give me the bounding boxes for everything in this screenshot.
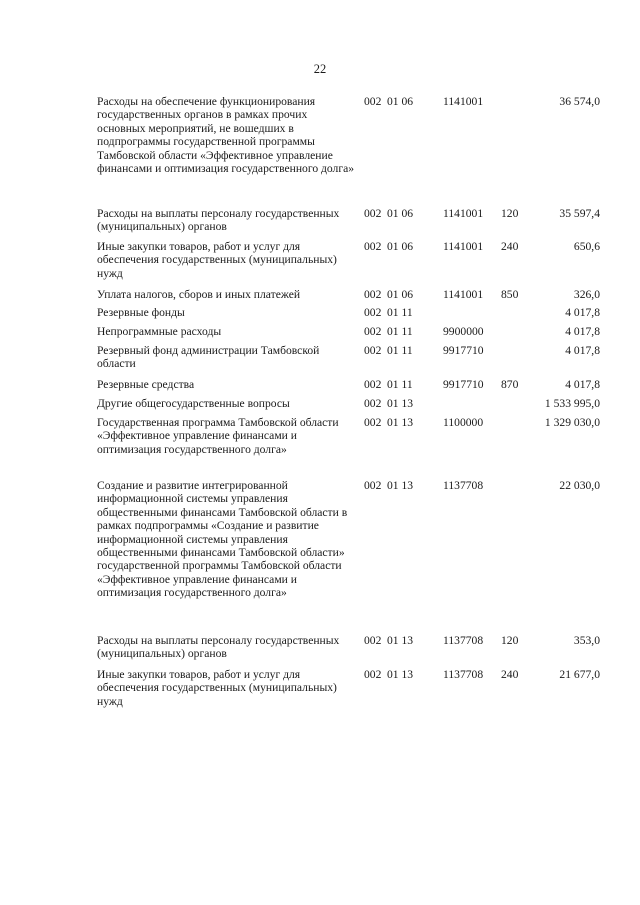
row-target-item: 9917710 (443, 344, 484, 357)
table-row (0, 479, 640, 634)
row-target-item: 1141001 (443, 95, 484, 108)
row-ved: 002 (364, 288, 382, 301)
table-row (0, 306, 640, 325)
row-expense-type: 120 (501, 634, 519, 647)
row-target-item: 1100000 (443, 416, 484, 429)
row-name: Государственная программа Тамбовской области «Эффективное управление финансами и оптимизация государственного долга» (97, 416, 339, 456)
row-section: 01 11 (387, 344, 413, 357)
row-ved: 002 (364, 240, 382, 253)
row-ved: 002 (364, 634, 382, 647)
row-target-item: 1141001 (443, 288, 484, 301)
table-row (0, 240, 640, 288)
row-sum: 4 017,8 (565, 378, 600, 391)
row-ved: 002 (364, 479, 382, 492)
row-sum: 4 017,8 (565, 325, 600, 338)
row-target-item: 9900000 (443, 325, 484, 338)
row-name: Иные закупки товаров, работ и услуг для обеспечения государственных (муниципальных) нужд (97, 240, 337, 280)
row-sum: 326,0 (573, 288, 600, 301)
row-expense-type: 240 (501, 240, 519, 253)
row-name: Резервный фонд администрации Тамбовской области (97, 344, 320, 371)
row-expense-type: 240 (501, 668, 519, 681)
row-ved: 002 (364, 95, 382, 108)
row-section: 01 11 (387, 306, 413, 319)
row-section: 01 11 (387, 325, 413, 338)
row-section: 01 13 (387, 668, 414, 681)
row-name: Расходы на выплаты персоналу государственных (муниципальных) органов (97, 634, 340, 661)
row-section: 01 06 (387, 240, 414, 253)
row-sum: 1 533 995,0 (544, 397, 600, 410)
table-row (0, 634, 640, 668)
budget-table (0, 95, 640, 716)
row-section: 01 11 (387, 378, 413, 391)
row-name: Резервные фонды (97, 306, 185, 319)
row-ved: 002 (364, 344, 382, 357)
row-sum: 4 017,8 (565, 306, 600, 319)
row-section: 01 06 (387, 95, 414, 108)
table-row (0, 668, 640, 716)
table-row (0, 207, 640, 240)
row-section: 01 13 (387, 397, 414, 410)
row-target-item: 1137708 (443, 668, 484, 681)
table-row (0, 288, 640, 306)
row-name: Уплата налогов, сборов и иных платежей (97, 288, 301, 301)
row-name: Другие общегосударственные вопросы (97, 397, 290, 410)
row-name: Расходы на обеспечение функционирования государственных органов в рамках прочих основных мероприятий, не вошедших в подпрограммы государственной программы Тамбовской области «Эффективное управление финансами и оптимизация государственного долга» (97, 95, 355, 176)
row-ved: 002 (364, 397, 382, 410)
row-section: 01 06 (387, 288, 414, 301)
row-target-item: 9917710 (443, 378, 484, 391)
row-name: Создание и развитие интегрированной информационной системы управления общественными финансами Тамбовской области в рамках подпрограммы «Создание и развитие информационной системы управления общественными финансами Тамбовской области» государственной программы Тамбовской области «Эффективное управление финансами и оптимизация государственного долга» (97, 479, 348, 600)
row-section: 01 13 (387, 479, 414, 492)
row-expense-type: 120 (501, 207, 519, 220)
row-ved: 002 (364, 325, 382, 338)
row-ved: 002 (364, 668, 382, 681)
table-row (0, 378, 640, 397)
row-ved: 002 (364, 378, 382, 391)
row-target-item: 1137708 (443, 479, 484, 492)
row-ved: 002 (364, 207, 382, 220)
row-name: Иные закупки товаров, работ и услуг для обеспечения государственных (муниципальных) нужд (97, 668, 337, 708)
table-row (0, 416, 640, 479)
row-ved: 002 (364, 416, 382, 429)
row-section: 01 06 (387, 207, 414, 220)
page-number: 22 (313, 62, 327, 76)
row-expense-type: 850 (501, 288, 519, 301)
row-expense-type: 870 (501, 378, 519, 391)
row-name: Расходы на выплаты персоналу государственных (муниципальных) органов (97, 207, 340, 234)
row-section: 01 13 (387, 416, 414, 429)
row-section: 01 13 (387, 634, 414, 647)
row-sum: 36 574,0 (559, 95, 600, 108)
table-row (0, 95, 640, 207)
row-name: Непрограммные расходы (97, 325, 222, 338)
table-row (0, 344, 640, 378)
row-sum: 650,6 (573, 240, 600, 253)
row-target-item: 1141001 (443, 207, 484, 220)
row-target-item: 1137708 (443, 634, 484, 647)
row-target-item: 1141001 (443, 240, 484, 253)
row-sum: 353,0 (573, 634, 600, 647)
row-sum: 4 017,8 (565, 344, 600, 357)
row-sum: 35 597,4 (559, 207, 600, 220)
table-row (0, 397, 640, 416)
row-sum: 22 030,0 (559, 479, 600, 492)
table-row (0, 325, 640, 344)
row-ved: 002 (364, 306, 382, 319)
row-name: Резервные средства (97, 378, 195, 391)
row-sum: 1 329 030,0 (544, 416, 600, 429)
row-sum: 21 677,0 (559, 668, 600, 681)
